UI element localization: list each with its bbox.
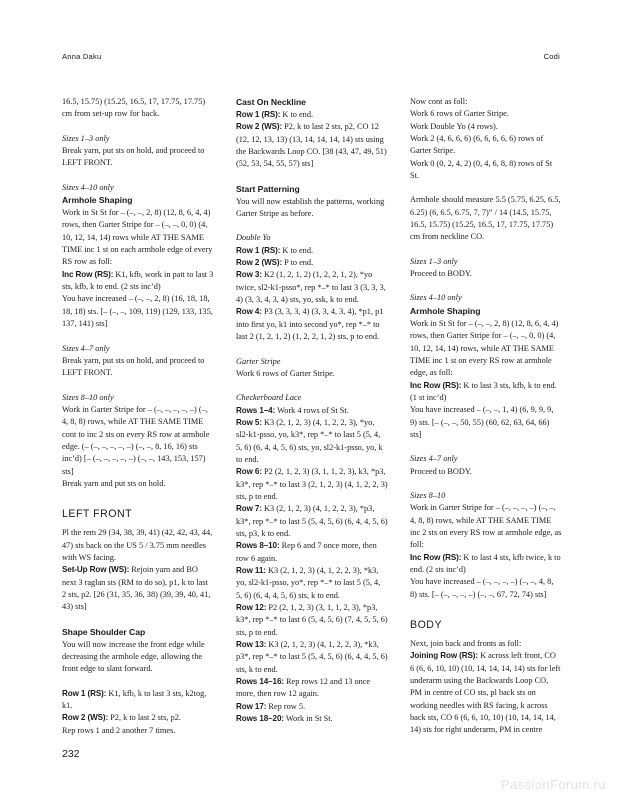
- body-paragraph: Rep rows 1 and 2 another 7 times.: [62, 725, 176, 735]
- row-label: Inc Row (RS):: [62, 269, 114, 279]
- size-range-heading: Sizes 1–3 only: [410, 256, 458, 266]
- body-paragraph: Proceed to BODY.: [410, 269, 472, 279]
- row-instruction-text: Rep rows 12 and 13 once more, then row 12 again.: [236, 677, 371, 699]
- paragraph-spacer: [62, 490, 214, 507]
- body-paragraph: Work 2 (4, 6, 6, 6) (6, 6, 6, 6, 6) rows of Garter Stripe.: [410, 134, 544, 156]
- row-label: Rows 14–16:: [236, 677, 284, 687]
- body-paragraph: You will now increase the front edge while decreasing the armhole edge, allowing the front edge to slant forward.: [62, 639, 205, 674]
- instruction-row: [236, 639, 388, 676]
- row-instruction-text: P2, k to last 2 sts, p2.: [108, 713, 181, 723]
- instruction-row: [236, 417, 388, 466]
- body-paragraph: Pl the rem 29 (34, 38, 39, 41) (42, 42, 43, 44, 47) sts back on the US 5 / 3.75 mm needles with WS facing.: [62, 528, 213, 562]
- row-instruction-text: P2 (2, 1, 2, 3) (3, 1, 1, 2, 3), *p3, k3*, rep *–* to last 6 (5, 4, 5, 6) (7, 4, 5, 5, 6) sts, p to end.: [236, 603, 388, 637]
- body-paragraph: Work in Garter Stripe for – (–, –, –, –, –) (–, 4, 8, 8) rows, while AT THE SAME TIME cont to inc 2 sts on every RS row at armhole edge. (– (–, –, –, –, –) (–, –, 8, 16, 16) sts inc’d) [– (–, –, –, –, –) (–, –, 143, 153, 157) sts]: [62, 404, 210, 476]
- paragraph-spacer: [62, 331, 214, 343]
- paragraph-spacer: [410, 601, 562, 618]
- column-3: [410, 96, 562, 746]
- row-label: Joining Row (RS):: [410, 651, 478, 661]
- row-label: Row 1 (RS):: [62, 688, 107, 698]
- pattern-name-heading: Garter Stripe: [236, 356, 281, 366]
- subsection-heading: Shape Shoulder Cap: [62, 626, 146, 637]
- running-head-author: Anna Daku: [62, 52, 102, 61]
- instruction-row: [236, 466, 388, 503]
- row-instruction-text: Work 4 rows of St St.: [275, 405, 349, 415]
- instruction-row: [236, 676, 388, 701]
- instruction-row: [62, 269, 214, 294]
- instruction-row: [236, 121, 388, 170]
- size-range-heading: Sizes 4–7 only: [410, 454, 458, 464]
- paragraph-spacer: [236, 171, 388, 183]
- row-instruction-text: K3 (2, 1, 2, 3) (4, 1, 2, 2, 3), *k3, yo, sl2-k1-psso, yo*, rep *–* to last 5 (5, 4, 5, 6) (6, 4, 4, 5, 6) sts, k to end.: [236, 566, 381, 600]
- subsection-heading: Start Patterning: [236, 183, 300, 194]
- row-label: Row 11:: [236, 566, 266, 575]
- row-label: Row 3:: [236, 270, 262, 280]
- instruction-row: [236, 713, 388, 725]
- body-paragraph: Now cont as foll:: [410, 97, 468, 106]
- instruction-row: [410, 552, 562, 577]
- row-instruction-text: K to end.: [280, 245, 314, 255]
- subsection-heading: Cast On Neckline: [236, 97, 306, 107]
- body-paragraph: Work in Garter Stripe for – (–, –, –, –) (–, –, 4, 8, 8) rows, while AT THE SAME TIME inc 2 sts on every RS row at armhole edge, as foll:: [410, 503, 562, 550]
- body-paragraph: Work Double Yo (4 rows).: [410, 121, 498, 131]
- paragraph-spacer: [62, 121, 214, 133]
- column-2: [236, 96, 388, 746]
- body-paragraph: Work 0 (0, 2, 4, 2) (0, 4, 6, 8, 8) rows of St St.: [410, 158, 553, 181]
- row-label: Set-Up Row (WS):: [62, 565, 130, 575]
- paragraph-spacer: [62, 380, 214, 392]
- running-head-pattern: Codi: [543, 52, 560, 61]
- section-heading: BODY: [410, 619, 443, 632]
- row-instruction-text: Work in St St.: [283, 714, 333, 724]
- row-label: Rows 18–20:: [236, 714, 284, 724]
- body-paragraph: You have increased – (–, –, –, –) (–, –, 4, 8, 8) sts. [– (–, –, –, –) (–, –, 67, 72, 74) sts]: [410, 577, 554, 599]
- size-range-heading: Sizes 4–10 only: [410, 293, 462, 303]
- instruction-row: [236, 565, 388, 602]
- instruction-row: [236, 540, 388, 565]
- row-instruction-text: P2, k to last 2 sts, p2, CO 12 (12, 12, 13, 13) (13, 14, 14, 14, 14) sts using the Backwards Loop CO. [38 (43, 47, 49, 51) (52, 53, 54, 55, 57) sts]: [236, 122, 387, 169]
- paragraph-spacer: [410, 441, 562, 453]
- instruction-row: [236, 503, 388, 540]
- pattern-name-heading: Checkerboard Lace: [236, 393, 302, 403]
- subsection-heading: Armhole Shaping: [410, 305, 481, 316]
- row-label: Row 13:: [236, 640, 267, 650]
- row-instruction-text: K across left front, CO 6 (6, 6, 10, 10) (10, 14, 14, 14, 14) sts for left underarm using the Backwards Loop CO, PM in centre of CO sts, pl back sts on working needles with RS facing, k across back sts, CO 6 (6, 6, 10, 10) (10, 14, 14, 14, 14) sts for right underarm, PM in centre: [410, 651, 561, 735]
- instruction-row: [236, 701, 388, 713]
- size-range-heading: Sizes 4–7 only: [62, 343, 110, 353]
- instruction-row: [236, 245, 388, 257]
- size-range-heading: Sizes 8–10: [410, 490, 446, 500]
- instruction-row: [236, 602, 388, 639]
- paragraph-spacer: [62, 170, 214, 182]
- paragraph-spacer: [410, 280, 562, 292]
- row-label: Row 2 (WS):: [236, 122, 283, 132]
- row-instruction-text: K to last 3 sts, kfb, k to end. (1 st inc’d): [410, 380, 557, 402]
- row-instruction-text: K3 (2, 1, 2, 3) (4, 1, 2, 2, 3), *k3, p3*, rep *–* to last 5 (5, 4, 5, 6) (6, 4, 4, 5, 6) sts, k to end.: [236, 640, 388, 674]
- body-paragraph: You have increased – (–, –, 2, 8) (16, 18, 18, 18, 18) sts. [– (–, –, 109, 119) (129, 133, 135, 137, 141) sts]: [62, 294, 213, 329]
- row-label: Row 12:: [236, 603, 267, 613]
- subsection-heading: Armhole Shaping: [62, 195, 133, 206]
- body-paragraph: Break yarn and put sts on hold.: [62, 478, 166, 488]
- paragraph-spacer: [410, 478, 562, 490]
- body-paragraph: Work 6 rows of Garter Stripe.: [410, 109, 509, 119]
- row-label: Row 17:: [236, 701, 267, 711]
- site-watermark: PassionForum.ru: [501, 777, 606, 792]
- instruction-row: [236, 306, 388, 343]
- instruction-row: [410, 650, 562, 736]
- paragraph-spacer: [236, 344, 388, 356]
- row-instruction-text: K1, kfb, work in patt to last 3 sts, kfb, k to end. (2 sts inc’d): [62, 269, 214, 292]
- instruction-row: [236, 269, 388, 306]
- body-paragraph: Proceed to BODY.: [410, 466, 472, 476]
- row-instruction-text: Rep row 5.: [266, 701, 306, 711]
- page-number: 232: [62, 748, 80, 760]
- row-label: Row 5:: [236, 417, 262, 427]
- row-label: Row 7:: [236, 504, 262, 514]
- body-paragraph: Work in St St for – (–, –, 2, 8) (12, 8, 6, 4, 4) rows, then Garter Stripe for – (–, –, 0, 0) (4, 10, 12, 14, 14) rows while AT THE SAME TIME inc 1 st on each armhole edge of every RS row as foll:: [62, 208, 213, 267]
- body-paragraph: Work in St St for – (–, –, 2, 8) (12, 8, 6, 4, 4) rows, then Garter Stripe for – (–, –, 0, 0) (4, 10, 12, 14, 14) rows, while AT THE SAME TIME inc 1 st on every RS row at armhole edge, as foll:: [410, 318, 559, 378]
- size-range-heading: Sizes 1–3 only: [62, 133, 110, 143]
- body-paragraph: Armhole should measure 5.5 (5.75, 6.25, 6.5, 6.25) (6, 6.5, 6.75, 7, 7)” / 14 (14.5, 15.75, 16.5, 15.75) (15.25, 16.5, 17, 17.75, 17.75) cm from neckline CO.: [410, 195, 561, 242]
- row-label: Row 1 (RS):: [236, 110, 281, 119]
- body-paragraph: Work 6 rows of Garter Stripe.: [236, 368, 335, 378]
- instruction-row: [410, 380, 562, 405]
- text-columns: [62, 96, 562, 746]
- instruction-row: [62, 564, 214, 613]
- row-label: Inc Row (RS):: [410, 552, 462, 562]
- body-paragraph: Next, join back and fronts as foll:: [410, 639, 522, 649]
- row-label: Row 2 (WS):: [62, 713, 109, 723]
- paragraph-spacer: [410, 182, 562, 194]
- size-range-heading: Sizes 4–10 only: [62, 182, 114, 192]
- instruction-row: [236, 405, 388, 417]
- row-label: Inc Row (RS):: [410, 380, 462, 390]
- row-instruction-text: Rejoin yarn and BO next 3 raglan sts (RM to do so), p1, k to last 2 sts, p2. [26 (31, 35, 36, 38) (39, 39, 40, 41, 43) sts]: [62, 565, 211, 612]
- body-paragraph: Break yarn, put sts on hold, and proceed to LEFT FRONT.: [62, 146, 205, 168]
- row-instruction-text: K1, kfb, k to last 3 sts, k2tog, k1.: [62, 688, 207, 711]
- row-instruction-text: K3 (2, 1, 2, 3) (4, 1, 2, 2, 3), *yo, sl2-k1-psso, yo, k3*, rep *–* to last 5 (5, 4, 5, 6) (6, 4, 4, 5, 6) sts, yo, sl2-k1-psso, yo, k to end.: [236, 417, 383, 464]
- row-instruction-text: K2 (1, 2, 1, 2) (1, 2, 2, 1, 2), *yo twice, sl2-k1-psso*, rep *–* to last 3 (3, 3, 3, 4) (3, 3, 4, 3, 4) sts, yo, ssk, k to end.: [236, 270, 386, 305]
- instruction-row: [236, 109, 388, 121]
- paragraph-spacer: [236, 380, 388, 392]
- body-paragraph: You will now establish the patterns, working Garter Stripe as before.: [236, 196, 385, 219]
- row-instruction-text: K to last 4 sts, kfb twice, k to end. (2 sts inc’d): [410, 552, 561, 574]
- paragraph-spacer: [236, 220, 388, 232]
- column-1: [62, 96, 214, 746]
- paragraph-spacer: [62, 676, 214, 688]
- row-instruction-text: P3 (3, 3, 3, 4) (3, 3, 4, 3, 4), *p1, p1 into first yo, k1 into second yo*, rep *–* to last 2 (1, 2, 1, 2) (1, 2, 2, 1, 2) sts, p to end.: [236, 307, 384, 342]
- row-instruction-text: K3 (2, 1, 2, 3) (4, 1, 2, 2, 3), *p3, k3*, rep *–* to last 5 (5, 4, 5, 6) (6, 4, 4, 5, 6) sts, p3, k to end.: [236, 504, 388, 538]
- row-label: Row 4:: [236, 307, 262, 317]
- row-label: Row 6:: [236, 467, 262, 477]
- body-paragraph: Break yarn, put sts on hold, and proceed to LEFT FRONT.: [62, 355, 205, 378]
- instruction-row: [236, 257, 388, 269]
- row-label: Rows 8–10:: [236, 541, 280, 551]
- row-label: Row 1 (RS):: [236, 245, 281, 255]
- size-range-heading: Sizes 8–10 only: [62, 392, 114, 402]
- section-heading: LEFT FRONT: [62, 508, 133, 521]
- row-instruction-text: P to end.: [282, 258, 314, 268]
- body-paragraph: 16.5, 15.75) (15.25, 16.5, 17, 17.75, 17.75) cm from set-up row for back.: [62, 97, 206, 119]
- row-label: Row 2 (WS):: [236, 258, 283, 268]
- row-instruction-text: Rep 6 and 7 once more, then row 6 again.: [236, 541, 377, 563]
- paragraph-spacer: [410, 244, 562, 256]
- row-instruction-text: P2 (2, 1, 2, 3) (3, 1, 1, 2, 3), k3, *p3, k3*, rep *–* to last 3 (2, 1, 2, 3) (4, 1, 2, 2, 3) sts, p to end.: [236, 467, 388, 501]
- pattern-name-heading: Double Yo: [236, 233, 271, 243]
- instruction-row: [62, 712, 214, 724]
- row-instruction-text: K to end.: [280, 110, 314, 119]
- instruction-row: [62, 688, 214, 713]
- paragraph-spacer: [62, 614, 214, 626]
- row-label: Rows 1–4:: [236, 405, 276, 415]
- body-paragraph: You have increased – (–, –, 1, 4) (6, 9, 9, 9, 9) sts. [– (–, –, 50, 55) (60, 62, 63, 64, 66) sts]: [410, 405, 554, 439]
